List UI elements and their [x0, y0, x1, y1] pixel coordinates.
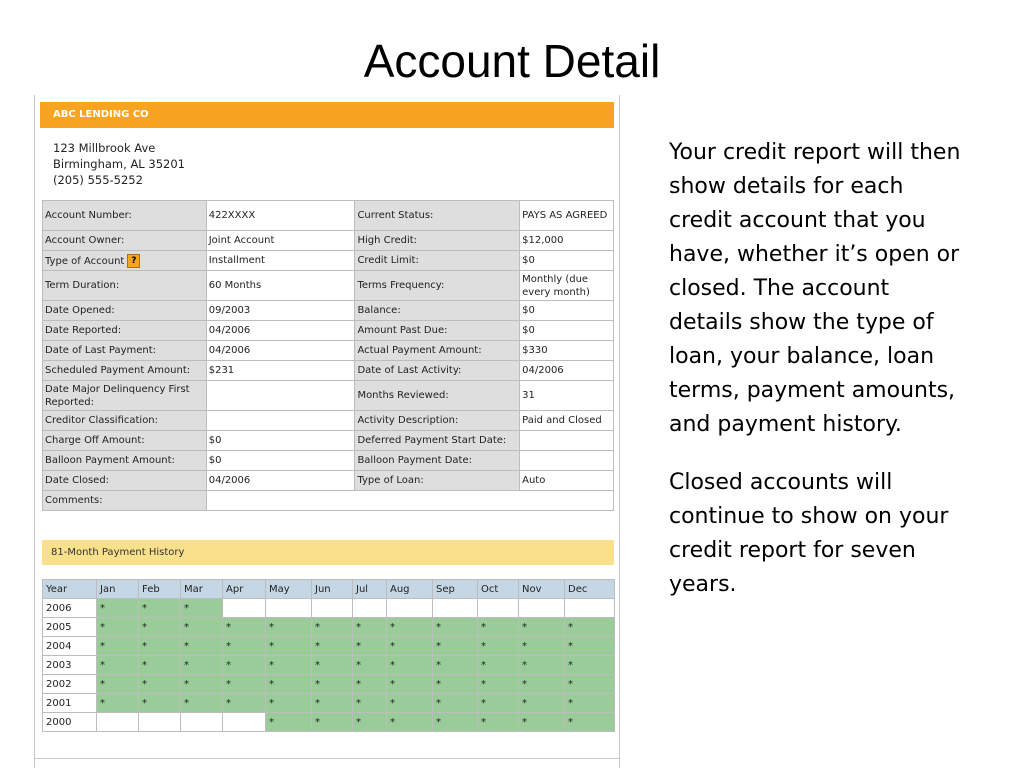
paid-month-cell: * — [312, 656, 353, 675]
detail-row — [43, 301, 614, 321]
empty-month-cell — [97, 713, 139, 732]
detail-value: 04/2006 — [520, 361, 614, 381]
paid-month-cell: * — [353, 675, 387, 694]
paid-month-cell: * — [565, 675, 615, 694]
address-line-1: 123 Millbrook Ave — [53, 141, 156, 155]
detail-label-text: Date Major Delinquency First Reported: — [45, 383, 190, 408]
payment-history-title: 81-Month Payment History — [42, 540, 614, 565]
paid-month-cell: * — [181, 637, 223, 656]
explanation-text — [669, 136, 969, 602]
history-header-cell: Dec — [565, 580, 615, 599]
detail-label-text: Scheduled Payment Amount: — [45, 365, 191, 376]
comments-value — [206, 491, 613, 511]
paid-month-cell: * — [519, 713, 565, 732]
paid-month-cell: * — [519, 618, 565, 637]
paid-month-cell: * — [181, 656, 223, 675]
detail-label — [43, 431, 207, 451]
paid-month-cell: * — [353, 618, 387, 637]
history-row — [43, 694, 615, 713]
detail-label: Current Status: — [355, 201, 520, 231]
history-year: 2000 — [43, 713, 97, 732]
detail-label: Credit Limit: — [355, 251, 520, 271]
detail-value: Paid and Closed — [520, 411, 614, 431]
detail-row — [43, 471, 614, 491]
detail-label-text: Charge Off Amount: — [45, 435, 145, 446]
detail-row — [43, 411, 614, 431]
paid-month-cell: * — [387, 618, 433, 637]
history-row — [43, 637, 615, 656]
detail-label — [43, 301, 207, 321]
detail-value: $0 — [206, 431, 355, 451]
detail-label-text: Date Reported: — [45, 325, 122, 336]
paid-month-cell: * — [433, 656, 478, 675]
detail-label — [43, 231, 207, 251]
detail-value: 04/2006 — [206, 321, 355, 341]
paid-month-cell: * — [433, 618, 478, 637]
paid-month-cell: * — [387, 656, 433, 675]
detail-label: Deferred Payment Start Date: — [355, 431, 520, 451]
history-header-cell: May — [266, 580, 312, 599]
detail-row — [43, 451, 614, 471]
detail-label — [43, 271, 207, 301]
history-row — [43, 675, 615, 694]
empty-month-cell — [353, 599, 387, 618]
panel-bottom-border — [35, 758, 619, 759]
paid-month-cell: * — [223, 675, 266, 694]
detail-label — [43, 451, 207, 471]
empty-month-cell — [433, 599, 478, 618]
detail-label-text: Account Number: — [45, 210, 132, 221]
paid-month-cell: * — [519, 675, 565, 694]
detail-value: $0 — [520, 251, 614, 271]
detail-row — [43, 251, 614, 271]
detail-label-text: Creditor Classification: — [45, 415, 159, 426]
detail-value: $0 — [206, 451, 355, 471]
address-line-2: Birmingham, AL 35201 — [53, 157, 185, 171]
detail-label-text: Date Opened: — [45, 305, 115, 316]
slide-title: Account Detail — [363, 35, 661, 87]
detail-label-text: Type of Account — [45, 255, 125, 267]
paid-month-cell: * — [312, 618, 353, 637]
paid-month-cell: * — [478, 694, 519, 713]
paid-month-cell: * — [565, 713, 615, 732]
paid-month-cell: * — [266, 637, 312, 656]
detail-value: 31 — [520, 381, 614, 411]
paid-month-cell: * — [353, 656, 387, 675]
account-detail-table — [42, 200, 614, 511]
paid-month-cell: * — [139, 618, 181, 637]
detail-row — [43, 271, 614, 301]
detail-label: Activity Description: — [355, 411, 520, 431]
detail-label — [43, 381, 207, 411]
paid-month-cell: * — [519, 656, 565, 675]
detail-label: Amount Past Due: — [355, 321, 520, 341]
detail-row — [43, 321, 614, 341]
comments-row — [43, 491, 614, 511]
paid-month-cell: * — [266, 713, 312, 732]
paid-month-cell: * — [478, 656, 519, 675]
history-header-row — [43, 580, 615, 599]
detail-row — [43, 431, 614, 451]
detail-label-text: Date Closed: — [45, 475, 110, 486]
paid-month-cell: * — [387, 675, 433, 694]
detail-row — [43, 201, 614, 231]
history-header-cell: Apr — [223, 580, 266, 599]
empty-month-cell — [312, 599, 353, 618]
history-header-cell: Jan — [97, 580, 139, 599]
paid-month-cell: * — [433, 637, 478, 656]
detail-label: Terms Frequency: — [355, 271, 520, 301]
payment-history-table — [42, 579, 615, 732]
history-header-cell: Feb — [139, 580, 181, 599]
detail-value: $0 — [520, 301, 614, 321]
paid-month-cell: * — [97, 599, 139, 618]
paid-month-cell: * — [223, 656, 266, 675]
empty-month-cell — [223, 599, 266, 618]
paid-month-cell: * — [181, 599, 223, 618]
history-header-cell: Aug — [387, 580, 433, 599]
detail-label: Months Reviewed: — [355, 381, 520, 411]
detail-value: Monthly (due every month) — [520, 271, 614, 301]
empty-month-cell — [565, 599, 615, 618]
paid-month-cell: * — [312, 675, 353, 694]
paid-month-cell: * — [139, 599, 181, 618]
paid-month-cell: * — [433, 713, 478, 732]
paid-month-cell: * — [519, 637, 565, 656]
history-year: 2005 — [43, 618, 97, 637]
paid-month-cell: * — [223, 694, 266, 713]
detail-row — [43, 361, 614, 381]
paid-month-cell: * — [139, 675, 181, 694]
detail-label-text: Date of Last Payment: — [45, 345, 157, 356]
paid-month-cell: * — [565, 637, 615, 656]
detail-label-text: Balloon Payment Amount: — [45, 455, 175, 466]
history-header-cell: Nov — [519, 580, 565, 599]
paid-month-cell: * — [312, 713, 353, 732]
detail-value: 04/2006 — [206, 341, 355, 361]
history-row — [43, 713, 615, 732]
detail-label: Date of Last Activity: — [355, 361, 520, 381]
paid-month-cell: * — [223, 618, 266, 637]
paid-month-cell: * — [565, 618, 615, 637]
history-header-cell: Oct — [478, 580, 519, 599]
explanation-paragraph-1: Your credit report will then show details for each credit account that you have, whether it’s open or closed. The account details show the type of loan, your balance, loan terms, payment amounts, and payment history. — [669, 140, 961, 437]
history-year: 2006 — [43, 599, 97, 618]
detail-label — [43, 321, 207, 341]
detail-label-text: Account Owner: — [45, 235, 125, 246]
history-header-cell: Mar — [181, 580, 223, 599]
paid-month-cell: * — [223, 637, 266, 656]
detail-label-text: Term Duration: — [45, 280, 120, 291]
paid-month-cell: * — [478, 675, 519, 694]
paid-month-cell: * — [97, 656, 139, 675]
detail-value: $330 — [520, 341, 614, 361]
detail-value: 60 Months — [206, 271, 355, 301]
history-year: 2001 — [43, 694, 97, 713]
paid-month-cell: * — [519, 694, 565, 713]
empty-month-cell — [266, 599, 312, 618]
history-header-cell: Jun — [312, 580, 353, 599]
paid-month-cell: * — [312, 694, 353, 713]
paid-month-cell: * — [97, 694, 139, 713]
paid-month-cell: * — [312, 637, 353, 656]
detail-label — [43, 471, 207, 491]
paid-month-cell: * — [433, 675, 478, 694]
history-year: 2003 — [43, 656, 97, 675]
help-icon[interactable]: ? — [127, 254, 140, 268]
account-detail-panel — [34, 95, 620, 768]
detail-value: Auto — [520, 471, 614, 491]
detail-label — [43, 361, 207, 381]
paid-month-cell: * — [353, 637, 387, 656]
detail-label: Balance: — [355, 301, 520, 321]
paid-month-cell: * — [266, 694, 312, 713]
detail-value: $12,000 — [520, 231, 614, 251]
paid-month-cell: * — [97, 637, 139, 656]
paid-month-cell: * — [97, 675, 139, 694]
detail-value: $0 — [520, 321, 614, 341]
detail-label — [43, 411, 207, 431]
paid-month-cell: * — [266, 656, 312, 675]
paid-month-cell: * — [266, 675, 312, 694]
history-header-cell: Sep — [433, 580, 478, 599]
detail-row — [43, 381, 614, 411]
detail-value: Installment — [206, 251, 355, 271]
detail-label: Actual Payment Amount: — [355, 341, 520, 361]
history-year: 2004 — [43, 637, 97, 656]
empty-month-cell — [181, 713, 223, 732]
company-name-bar: ABC LENDING CO — [40, 102, 614, 128]
history-header-cell: Year — [43, 580, 97, 599]
detail-value — [520, 431, 614, 451]
detail-label — [43, 341, 207, 361]
paid-month-cell: * — [478, 713, 519, 732]
history-header-cell: Jul — [353, 580, 387, 599]
paid-month-cell: * — [181, 694, 223, 713]
paid-month-cell: * — [565, 694, 615, 713]
paid-month-cell: * — [266, 618, 312, 637]
history-year: 2002 — [43, 675, 97, 694]
paid-month-cell: * — [139, 694, 181, 713]
explanation-paragraph-2: Closed accounts will continue to show on your credit report for seven years. — [669, 470, 949, 597]
detail-value — [520, 451, 614, 471]
empty-month-cell — [139, 713, 181, 732]
detail-value: PAYS AS AGREED — [520, 201, 614, 231]
history-row — [43, 656, 615, 675]
detail-label — [43, 251, 207, 271]
paid-month-cell: * — [478, 637, 519, 656]
paid-month-cell: * — [181, 675, 223, 694]
empty-month-cell — [478, 599, 519, 618]
empty-month-cell — [387, 599, 433, 618]
detail-value: $231 — [206, 361, 355, 381]
comments-label: Comments: — [43, 491, 207, 511]
detail-value: Joint Account — [206, 231, 355, 251]
company-address — [53, 140, 185, 188]
detail-value — [206, 411, 355, 431]
detail-value: 04/2006 — [206, 471, 355, 491]
detail-row — [43, 341, 614, 361]
paid-month-cell: * — [387, 694, 433, 713]
paid-month-cell: * — [97, 618, 139, 637]
detail-label — [43, 201, 207, 231]
paid-month-cell: * — [353, 713, 387, 732]
detail-label: Type of Loan: — [355, 471, 520, 491]
detail-label: High Credit: — [355, 231, 520, 251]
paid-month-cell: * — [181, 618, 223, 637]
paid-month-cell: * — [478, 618, 519, 637]
paid-month-cell: * — [387, 637, 433, 656]
paid-month-cell: * — [139, 656, 181, 675]
empty-month-cell — [519, 599, 565, 618]
history-row — [43, 599, 615, 618]
empty-month-cell — [223, 713, 266, 732]
history-row — [43, 618, 615, 637]
detail-value — [206, 381, 355, 411]
paid-month-cell: * — [139, 637, 181, 656]
paid-month-cell: * — [565, 656, 615, 675]
detail-value: 09/2003 — [206, 301, 355, 321]
paid-month-cell: * — [353, 694, 387, 713]
detail-value: 422XXXX — [206, 201, 355, 231]
detail-label: Balloon Payment Date: — [355, 451, 520, 471]
detail-row — [43, 231, 614, 251]
paid-month-cell: * — [387, 713, 433, 732]
paid-month-cell: * — [433, 694, 478, 713]
company-phone: (205) 555-5252 — [53, 173, 143, 187]
